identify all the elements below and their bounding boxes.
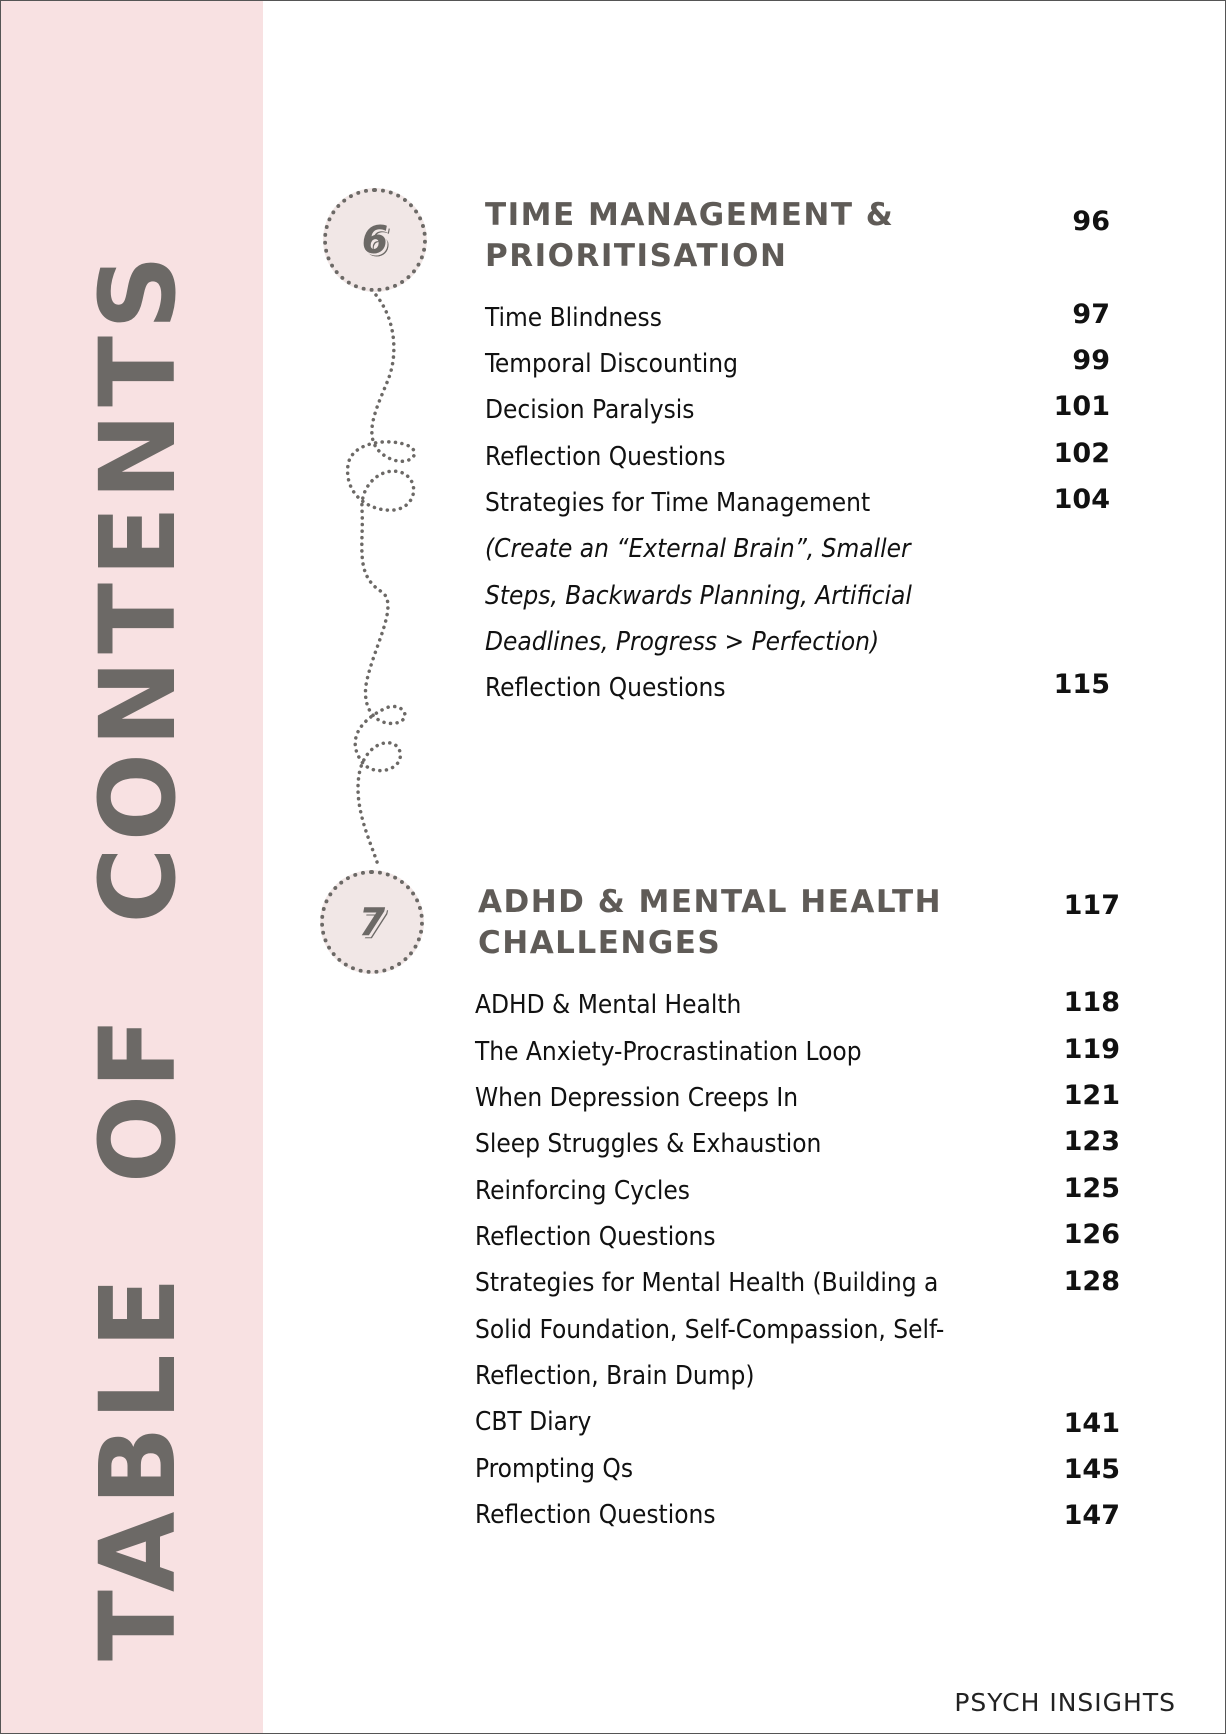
heading-word-contents: CONTENTS [77, 248, 199, 924]
toc-entry[interactable]: ADHD & Mental Health [475, 990, 742, 1020]
chapter-7-title[interactable] [478, 882, 942, 964]
table-of-contents-heading [77, 248, 199, 1662]
toc-page-number: 125 [1063, 1173, 1120, 1204]
chapter-6-title[interactable] [485, 195, 894, 277]
toc-entry-detail: Steps, Backwards Planning, Artificial [485, 581, 912, 611]
heading-word-of: OF [77, 1011, 199, 1184]
chapter-6-title-line-2: PRIORITISATION [485, 238, 788, 274]
footer-brand: PSYCH INSIGHTS [954, 1688, 1176, 1717]
toc-entry-detail: (Create an “External Brain”, Smaller [485, 534, 911, 564]
chapter-6-number-badge [323, 188, 427, 292]
toc-entry[interactable]: CBT Diary [475, 1407, 592, 1437]
toc-page-number: 99 [1072, 345, 1110, 376]
chapter-7-title-line-1: ADHD & MENTAL HEALTH [478, 884, 943, 920]
toc-page-number: 128 [1063, 1266, 1120, 1297]
toc-entry[interactable]: Reflection Questions [485, 442, 726, 472]
toc-page-number: 145 [1063, 1454, 1120, 1485]
toc-entry[interactable]: Reflection Questions [475, 1222, 716, 1252]
toc-entry[interactable]: Temporal Discounting [485, 349, 738, 379]
toc-page-number: 115 [1053, 669, 1110, 700]
toc-entry[interactable]: Reflection Questions [485, 673, 726, 703]
toc-entry[interactable]: Decision Paralysis [485, 395, 695, 425]
chapter-6-number: 6 [361, 218, 389, 262]
toc-entry[interactable]: When Depression Creeps In [475, 1083, 799, 1113]
toc-page-number: 123 [1063, 1126, 1120, 1157]
toc-entry-detail: Deadlines, Progress > Perfection) [485, 627, 880, 657]
toc-page-number: 147 [1063, 1500, 1120, 1531]
chapter-6-page-number: 96 [1072, 206, 1110, 237]
toc-page-number: 102 [1053, 438, 1110, 469]
toc-entry-detail: Reflection, Brain Dump) [475, 1361, 755, 1391]
toc-entry[interactable]: Reinforcing Cycles [475, 1176, 690, 1206]
chapter-7-number-badge [320, 870, 424, 974]
chapter-7-title-line-2: CHALLENGES [478, 925, 722, 961]
toc-page-number: 119 [1063, 1034, 1120, 1065]
toc-entry[interactable]: Reflection Questions [475, 1500, 716, 1530]
toc-entry[interactable]: Strategies for Mental Health (Building a [475, 1268, 939, 1298]
dotted-squiggle-connector [300, 180, 460, 980]
heading-word-table: TABLE [77, 1271, 199, 1662]
toc-page-number: 141 [1063, 1408, 1120, 1439]
toc-entry[interactable]: The Anxiety-Procrastination Loop [475, 1037, 862, 1067]
toc-entry[interactable]: Strategies for Time Management [485, 488, 871, 518]
toc-page-number: 97 [1072, 299, 1110, 330]
sidebar [0, 0, 263, 1734]
toc-entry-detail: Solid Foundation, Self-Compassion, Self- [475, 1315, 945, 1345]
chapter-7-number: 7 [358, 900, 386, 944]
chapter-6-title-line-1: TIME MANAGEMENT & [485, 197, 895, 233]
toc-page-number: 101 [1053, 391, 1110, 422]
toc-page-number: 118 [1063, 987, 1120, 1018]
toc-page-number: 121 [1063, 1080, 1120, 1111]
toc-entry[interactable]: Sleep Struggles & Exhaustion [475, 1129, 822, 1159]
toc-page-number: 126 [1063, 1219, 1120, 1250]
toc-page-number: 104 [1053, 484, 1110, 515]
chapter-7-page-number: 117 [1063, 890, 1120, 921]
toc-entry[interactable]: Time Blindness [485, 303, 662, 333]
toc-entry[interactable]: Prompting Qs [475, 1454, 634, 1484]
